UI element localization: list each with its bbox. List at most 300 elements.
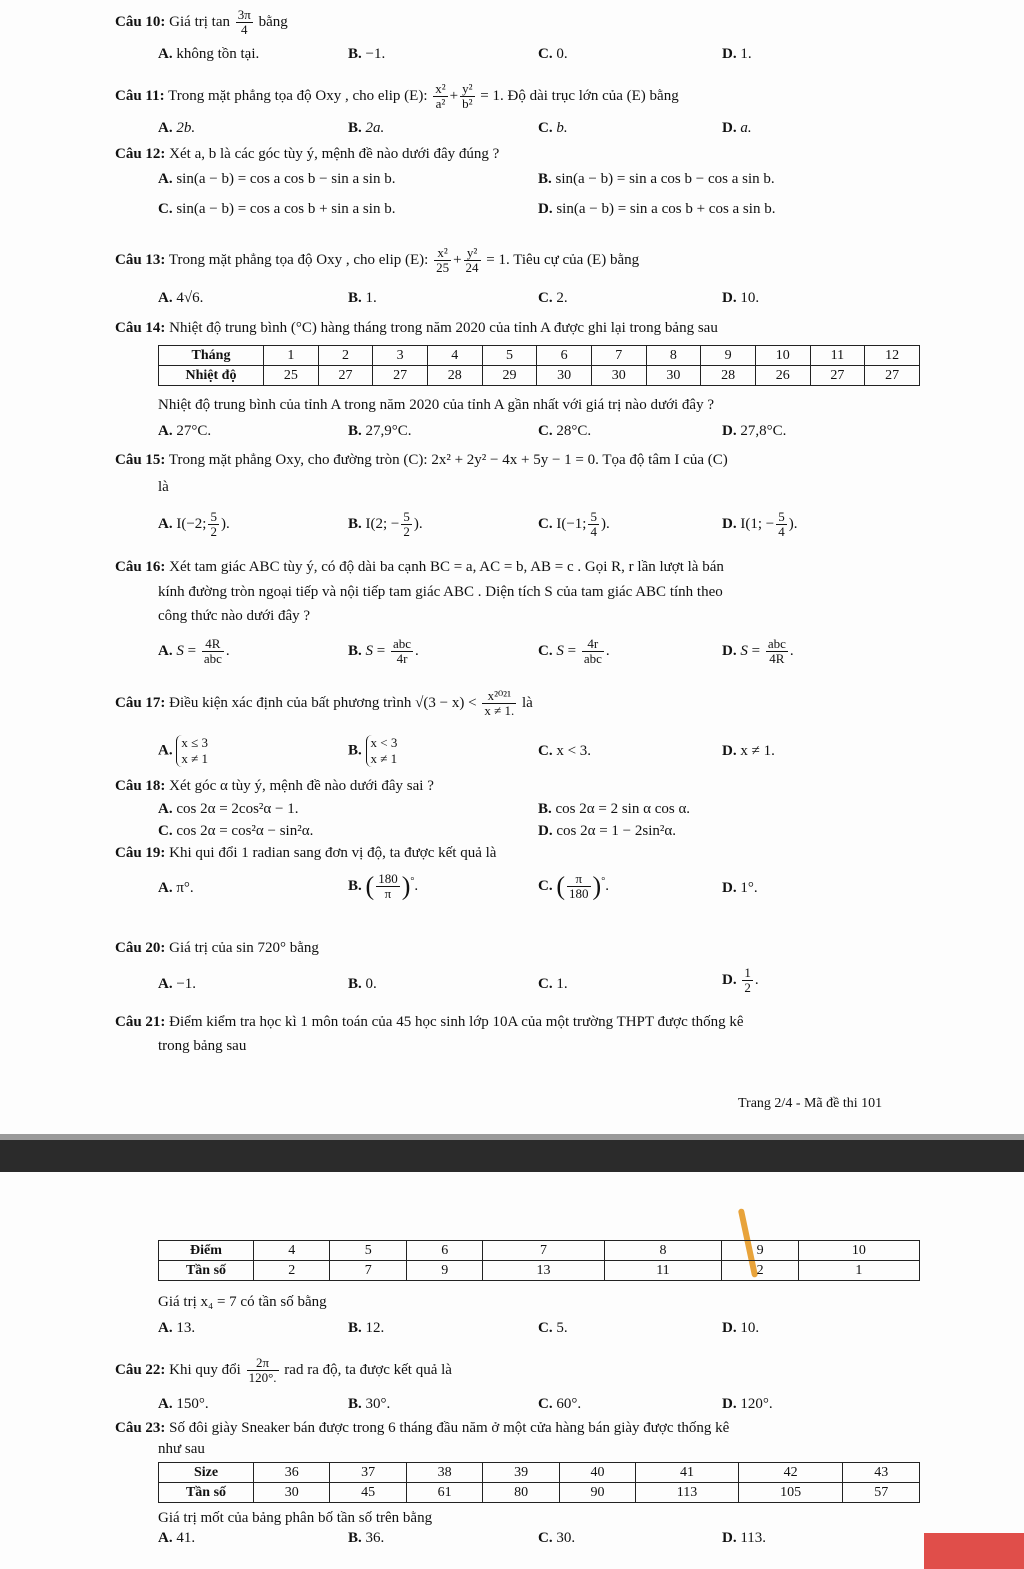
denominator: 4R [769, 651, 785, 666]
option-a[interactable] [158, 44, 259, 64]
option-letter: A. [158, 880, 173, 896]
option-c[interactable] [538, 1394, 581, 1414]
option-letter: D. [722, 971, 737, 988]
question-12 [115, 144, 499, 164]
fraction [434, 246, 451, 275]
option-a[interactable] [158, 974, 196, 994]
question-text: Nhiệt độ trung bình của tỉnh A trong năm 2020 của tỉnh A gần nhất với giá trị nào dưới đây ? [158, 397, 714, 413]
option-text: 5. [556, 1320, 568, 1336]
table-row [159, 1463, 920, 1483]
option-d[interactable] [722, 288, 759, 308]
option-b[interactable] [348, 1528, 384, 1548]
table-cell: 37 [330, 1463, 406, 1483]
option-b[interactable] [348, 735, 397, 767]
table-header: Size [159, 1463, 254, 1483]
table-cell: 5 [482, 346, 537, 366]
option-letter: A. [158, 515, 173, 532]
fraction [433, 82, 447, 111]
table-cell: 27 [318, 366, 373, 386]
question-label: Câu 11: [115, 87, 165, 104]
option-letter: C. [538, 290, 553, 306]
table-cell: 10 [798, 1241, 919, 1261]
option-a[interactable] [158, 1528, 195, 1548]
table-cell: 9 [406, 1261, 482, 1281]
option-text: 150°. [176, 1396, 209, 1412]
option-letter: B. [348, 1530, 362, 1546]
table-cell: 41 [636, 1463, 739, 1483]
table-cell: 61 [406, 1483, 482, 1503]
table-cell: 29 [482, 366, 537, 386]
option-d[interactable] [538, 199, 775, 219]
table-cell: 8 [646, 346, 701, 366]
question-tail: bằng [258, 13, 288, 30]
option-letter: D. [722, 880, 737, 896]
option-text: 60°. [556, 1396, 582, 1412]
option-text: 27,8°C. [740, 423, 787, 439]
option-c[interactable]: C. ( $\frac{\pi}{180}$ )°. [538, 871, 609, 902]
page-divider [0, 1140, 1024, 1172]
denominator: 2 [744, 980, 751, 995]
question-text: Điểm kiểm tra học kì 1 môn toán của 45 học sinh lớp 10A của một trường THPT được thống kê [169, 1014, 744, 1030]
option-text: 10. [740, 290, 760, 306]
option-text: π°. [176, 880, 194, 896]
table-header: Tần số [159, 1483, 254, 1503]
option-c[interactable]: C. S = $\frac{4r}{\text{abc}}$ . [538, 636, 610, 666]
fraction [766, 637, 788, 666]
table-cell: 5 [330, 1241, 406, 1261]
option-letter: D. [722, 515, 737, 532]
table-cell: 3 [373, 346, 428, 366]
option-letter: D. [722, 423, 737, 439]
table-cell: 7 [330, 1261, 406, 1281]
numerator: 5 [590, 509, 597, 524]
fraction [464, 246, 481, 275]
question-16-line2 [158, 582, 723, 602]
condition: x < 3 [370, 735, 398, 750]
exam-page-bottom [0, 1172, 1024, 1569]
option-letter: B. [538, 801, 552, 817]
fraction [742, 966, 753, 995]
table-cell: 57 [843, 1483, 920, 1503]
question-14 [115, 318, 718, 338]
option-letter: C. [538, 878, 553, 894]
option-c[interactable] [538, 741, 591, 761]
question-label: Câu 22: [115, 1361, 166, 1378]
question-label: Câu 23: [115, 1420, 166, 1436]
question-text: Nhiệt độ trung bình (°C) hàng tháng trong năm 2020 của tỉnh A được ghi lại trong bảng sau [169, 320, 718, 336]
option-letter: B. [348, 976, 362, 992]
question-15-line2 [158, 477, 169, 497]
question-label: Câu 20: [115, 940, 166, 956]
question-label: Câu 13: [115, 251, 166, 268]
table-cell: 105 [738, 1483, 843, 1503]
numerator: y² [462, 81, 473, 96]
question-15 [115, 450, 728, 470]
denominator: b² [462, 96, 473, 111]
table-cell: 28 [427, 366, 482, 386]
condition: x ≠ 1 [370, 751, 398, 766]
table-cell: 38 [406, 1463, 482, 1483]
option-d[interactable]: D. I(1; − $\frac{5}{4}$ ). [722, 509, 798, 539]
option-b[interactable] [348, 974, 377, 994]
table-header: Điểm [159, 1241, 254, 1261]
system-of-conditions [366, 735, 398, 767]
option-letter: D. [722, 743, 737, 759]
question-text: Xét a, b là các góc tùy ý, mệnh đề nào dưới đây đúng ? [169, 146, 500, 162]
option-b[interactable] [538, 169, 775, 189]
option-text: 27°C. [176, 423, 212, 439]
question-21-line2 [158, 1036, 246, 1056]
red-corner-mark [924, 1533, 1024, 1569]
option-a[interactable] [158, 288, 203, 308]
option-letter: A. [158, 801, 173, 817]
option-a[interactable]: A. I(−2; $\frac{5}{2}$ ). [158, 509, 230, 539]
equals: = 1 [480, 87, 500, 104]
option-text: x ≠ 1. [740, 743, 775, 759]
option-d[interactable]: D. $\frac{1}{2}$ . [722, 965, 759, 995]
option-c[interactable] [538, 974, 568, 994]
question-text: công thức nào dưới đây ? [158, 608, 311, 624]
fraction [236, 8, 253, 37]
table-cell: 10 [755, 346, 810, 366]
table-row [159, 1241, 920, 1261]
question-text: Xét góc α tùy ý, mệnh đề nào dưới đây sai ? [169, 778, 434, 794]
question-text: kính đường tròn ngoại tiếp và nội tiếp tam giác ABC . Diện tích S của tam giác ABC tính theo [158, 584, 723, 600]
option-text: 1. [365, 290, 377, 306]
option-b[interactable] [348, 44, 385, 64]
question-16 [115, 557, 724, 577]
option-text: −1. [176, 976, 197, 992]
table-cell: 2 [318, 346, 373, 366]
option-d[interactable] [722, 741, 775, 761]
option-letter: A. [158, 1396, 173, 1412]
numerator: 2π [247, 1356, 279, 1371]
option-letter: C. [538, 515, 553, 532]
option-text: 0. [556, 46, 568, 62]
denominator: abc [203, 651, 222, 666]
question-23-line2 [158, 1439, 205, 1459]
question-label: Câu 17: [115, 694, 166, 711]
numerator: π [567, 872, 591, 887]
option-letter: A. [158, 1530, 173, 1546]
question-14-after [158, 395, 714, 415]
question-text: Giá trị mốt của bảng phân bố tần số trên bằng [158, 1510, 433, 1526]
numerator: 180 [378, 871, 398, 887]
option-text: a. [740, 120, 752, 136]
option-d[interactable] [722, 1318, 759, 1338]
question-text: Khi qui đổi 1 radian sang đơn vị độ, ta được kết quả là [169, 845, 497, 861]
question-text: là [158, 479, 169, 495]
table-cell: 9 [701, 346, 756, 366]
option-letter: B. [348, 423, 362, 439]
question-tail: rad ra độ, ta được kết quả là [284, 1361, 452, 1378]
option-a[interactable] [158, 799, 298, 819]
option-letter: D. [722, 290, 737, 306]
question-16-line3 [158, 606, 310, 626]
option-text: cos 2α = 2cos²α − 1. [176, 801, 299, 817]
question-text: Điều kiện xác định của bất phương trình [169, 694, 412, 711]
option-a[interactable] [158, 735, 208, 767]
option-a[interactable] [158, 1394, 209, 1414]
option-text: 28°C. [556, 423, 592, 439]
option-c[interactable] [538, 421, 591, 441]
option-d[interactable] [722, 1394, 773, 1414]
option-letter: A. [158, 976, 173, 992]
option-d[interactable] [722, 1528, 766, 1548]
option-d[interactable] [722, 44, 752, 64]
option-letter: D. [722, 1396, 737, 1412]
fraction [582, 637, 604, 666]
option-b[interactable]: B. ( $\frac{180}{\pi}$ )°. [348, 871, 419, 902]
sneaker-table [158, 1462, 920, 1503]
numerator: 5 [210, 509, 217, 524]
table-cell: 30 [254, 1483, 330, 1503]
question-text: Khi quy đổi [169, 1361, 241, 1378]
denominator: 4 [241, 22, 248, 37]
option-b[interactable] [348, 1394, 390, 1414]
denominator: abc [583, 651, 602, 666]
question-text: Xét tam giác ABC tùy ý, có độ dài ba cạnh BC = a, AC = b, AB = c . Gọi R, r lần lượt là bán [169, 559, 724, 575]
table-cell: 7 [483, 1241, 604, 1261]
table-cell: 6 [537, 346, 592, 366]
system-of-conditions [176, 735, 208, 767]
option-text: I(−1; [556, 515, 587, 532]
question-text: Trong mặt phẳng tọa độ Oxy , cho elip (E): [168, 251, 429, 268]
option-text: 30°. [365, 1396, 391, 1412]
option-a[interactable] [158, 1318, 195, 1338]
option-b[interactable] [538, 799, 690, 819]
table-cell: 40 [559, 1463, 635, 1483]
table-cell: 26 [755, 366, 810, 386]
table-cell: 43 [843, 1463, 920, 1483]
condition: x ≤ 3 [181, 735, 208, 750]
option-letter: C. [538, 1396, 553, 1412]
table-cell: 6 [406, 1241, 482, 1261]
fraction [776, 510, 787, 539]
option-letter: B. [348, 1396, 362, 1412]
option-a[interactable] [158, 878, 194, 898]
fraction [588, 510, 599, 539]
option-letter: C. [538, 423, 553, 439]
question-text: Trong mặt phẳng Oxy, cho đường tròn (C): 2x² + 2y² − 4x + 5y − 1 = 0. Tọa độ tâm I của (C) [168, 452, 728, 468]
question-13: Câu 13: Trong mặt phẳng tọa độ Oxy , cho elip (E): $\frac{\text{x²}}{25}$ + $\frac{\text{y²}}{24}$ = 1. Tiêu cự của (E) bằng [115, 245, 640, 275]
option-letter: A. [158, 171, 173, 187]
question-label: Câu 14: [115, 320, 166, 336]
temperature-table [158, 345, 920, 386]
option-text: sin(a − b) = sin a cos b − cos a sin b. [555, 171, 775, 187]
denominator: 180 [569, 886, 589, 902]
option-letter: D. [538, 201, 553, 217]
question-11: Câu 11: Trong mặt phẳng tọa độ Oxy , cho elip (E): $\frac{\text{x²}}{\text{a²}}$ + $\frac{\text{y²}}{\text{b²}}$ = 1. Độ dài trục lớn của (E) bằng [115, 81, 679, 111]
question-text: Giá trị của sin 720° bằng [169, 940, 319, 956]
option-c[interactable] [538, 118, 568, 138]
question-label: Câu 21: [115, 1014, 166, 1030]
equals: = 1 [486, 251, 507, 268]
numerator: 4r [582, 637, 604, 652]
table-header: Tần số [159, 1261, 254, 1281]
denominator: π [384, 886, 392, 902]
numerator: 1 [744, 965, 751, 980]
option-text: không tồn tại. [176, 46, 260, 62]
table-cell: 27 [865, 366, 920, 386]
option-text: 30. [556, 1530, 576, 1546]
question-10 [115, 8, 288, 37]
table-cell: 9 [722, 1241, 798, 1261]
denominator: x ≠ 1. [484, 703, 515, 718]
question-tail: . Độ dài trục lớn của (E) bằng [500, 87, 679, 104]
fraction [567, 872, 591, 901]
table-cell: 11 [810, 346, 865, 366]
option-letter: A. [158, 742, 173, 759]
option-text: b. [556, 120, 568, 136]
denominator: 2 [210, 524, 217, 539]
option-c[interactable] [158, 821, 313, 841]
question-text: trong bảng sau [158, 1038, 247, 1054]
question-20 [115, 938, 319, 958]
question-text: như sau [158, 1441, 205, 1457]
table-header: Tháng [159, 346, 264, 366]
option-text: sin(a − b) = cos a cos b + sin a sin b. [176, 201, 396, 217]
option-letter: B. [348, 120, 362, 136]
table-cell: 90 [559, 1483, 635, 1503]
numerator: x² [435, 81, 446, 96]
option-text: I(2; − [365, 515, 400, 532]
option-d[interactable] [722, 878, 758, 898]
fraction [482, 689, 516, 718]
option-text: I(−2; [176, 515, 207, 532]
table-cell: 30 [537, 366, 592, 386]
table-cell: 7 [591, 346, 646, 366]
table-cell: 36 [254, 1463, 330, 1483]
option-b[interactable]: B. S = $\frac{\text{abc}}{4r}$ . [348, 636, 419, 666]
option-letter: C. [538, 1530, 553, 1546]
option-c[interactable] [538, 44, 568, 64]
option-text: sin(a − b) = cos a cos b − sin a sin b. [176, 171, 396, 187]
fraction [460, 82, 474, 111]
question-tail: là [521, 694, 533, 711]
option-b[interactable] [348, 1318, 384, 1338]
option-letter: C. [538, 976, 553, 992]
table-cell: 13 [483, 1261, 604, 1281]
fraction [376, 872, 400, 901]
option-letter: A. [158, 1320, 173, 1336]
option-letter: C. [538, 642, 553, 659]
denominator: 4 [590, 524, 597, 539]
option-c[interactable] [538, 288, 568, 308]
question-label: Câu 12: [115, 146, 166, 162]
math-expr: √(3 − x) < [415, 694, 477, 711]
option-text: 10. [740, 1320, 760, 1336]
fraction [247, 1356, 279, 1385]
option-c[interactable] [538, 1318, 568, 1338]
option-a[interactable]: A. S = $\frac{4R}{\text{abc}}$ . [158, 636, 230, 666]
option-letter: C. [538, 120, 553, 136]
page-footer: Trang 2/4 - Mã đề thi 101 [738, 1096, 883, 1111]
option-text: 113. [740, 1530, 767, 1546]
option-text: 1. [556, 976, 568, 992]
option-letter: C. [538, 1320, 553, 1336]
option-letter: A. [158, 120, 173, 136]
table-row [159, 346, 920, 366]
table-cell: 1 [264, 346, 319, 366]
option-letter: B. [348, 515, 362, 532]
denominator: 4 [778, 524, 785, 539]
option-d[interactable] [538, 821, 676, 841]
table-cell: 27 [373, 366, 428, 386]
table-cell: 2 [722, 1261, 798, 1281]
option-letter: D. [722, 46, 737, 62]
option-c[interactable] [538, 1528, 575, 1548]
numerator: x²⁰²¹ [482, 689, 516, 704]
option-text: cos 2α = 1 − 2sin²α. [556, 823, 676, 839]
question-text: Số đôi giày Sneaker bán được trong 6 tháng đầu năm ở một cửa hàng bán giày được thống kê [169, 1420, 730, 1436]
option-b[interactable] [348, 288, 377, 308]
table-cell: 4 [254, 1241, 330, 1261]
option-text: cos 2α = 2 sin α cos α. [555, 801, 691, 817]
option-a[interactable] [158, 169, 395, 189]
option-a[interactable] [158, 421, 211, 441]
denominator: a² [435, 96, 446, 111]
fraction [401, 510, 412, 539]
condition: x ≠ 1 [181, 751, 208, 766]
question-21-after [158, 1292, 327, 1312]
option-letter: C. [158, 823, 173, 839]
denominator: 4r [396, 651, 408, 666]
option-a[interactable] [158, 118, 195, 138]
numerator: 5 [778, 509, 785, 524]
option-text: 41. [176, 1530, 196, 1546]
option-b[interactable] [348, 421, 412, 441]
option-d[interactable] [722, 118, 752, 138]
option-letter: D. [722, 1320, 737, 1336]
option-text: 27,9°C. [365, 423, 412, 439]
question-18 [115, 776, 434, 796]
question-text: Giá trị [169, 13, 208, 30]
option-text: 12. [365, 1320, 385, 1336]
table-cell: 30 [646, 366, 701, 386]
option-d[interactable] [722, 421, 786, 441]
option-b[interactable]: B. I(2; − $\frac{5}{2}$ ). [348, 509, 423, 539]
option-text: 13. [176, 1320, 196, 1336]
option-text: 2. [556, 290, 568, 306]
option-text: 2b. [176, 120, 196, 136]
table-cell: 25 [264, 366, 319, 386]
option-letter: C. [538, 46, 553, 62]
denominator: 2 [403, 524, 410, 539]
option-b[interactable] [348, 118, 384, 138]
table-cell: 4 [427, 346, 482, 366]
option-text: 120°. [740, 1396, 773, 1412]
table-cell: 2 [254, 1261, 330, 1281]
option-letter: D. [722, 120, 737, 136]
table-cell: 8 [604, 1241, 722, 1261]
option-letter: D. [722, 642, 737, 659]
option-letter: B. [348, 1320, 362, 1336]
option-letter: A. [158, 642, 173, 659]
score-table [158, 1240, 920, 1281]
question-23 [115, 1418, 729, 1438]
option-letter: A. [158, 46, 173, 62]
option-d[interactable]: D. S = $\frac{\text{abc}}{4R}$ . [722, 636, 794, 666]
numerator: 4R [202, 637, 224, 652]
option-c[interactable] [158, 199, 395, 219]
question-label: Câu 18: [115, 778, 166, 794]
question-23-after [158, 1508, 432, 1528]
option-letter: C. [538, 743, 553, 759]
option-text: 1. [740, 46, 752, 62]
option-c[interactable]: C. I(−1; $\frac{5}{4}$ ). [538, 509, 610, 539]
option-text: 2a. [365, 120, 385, 136]
